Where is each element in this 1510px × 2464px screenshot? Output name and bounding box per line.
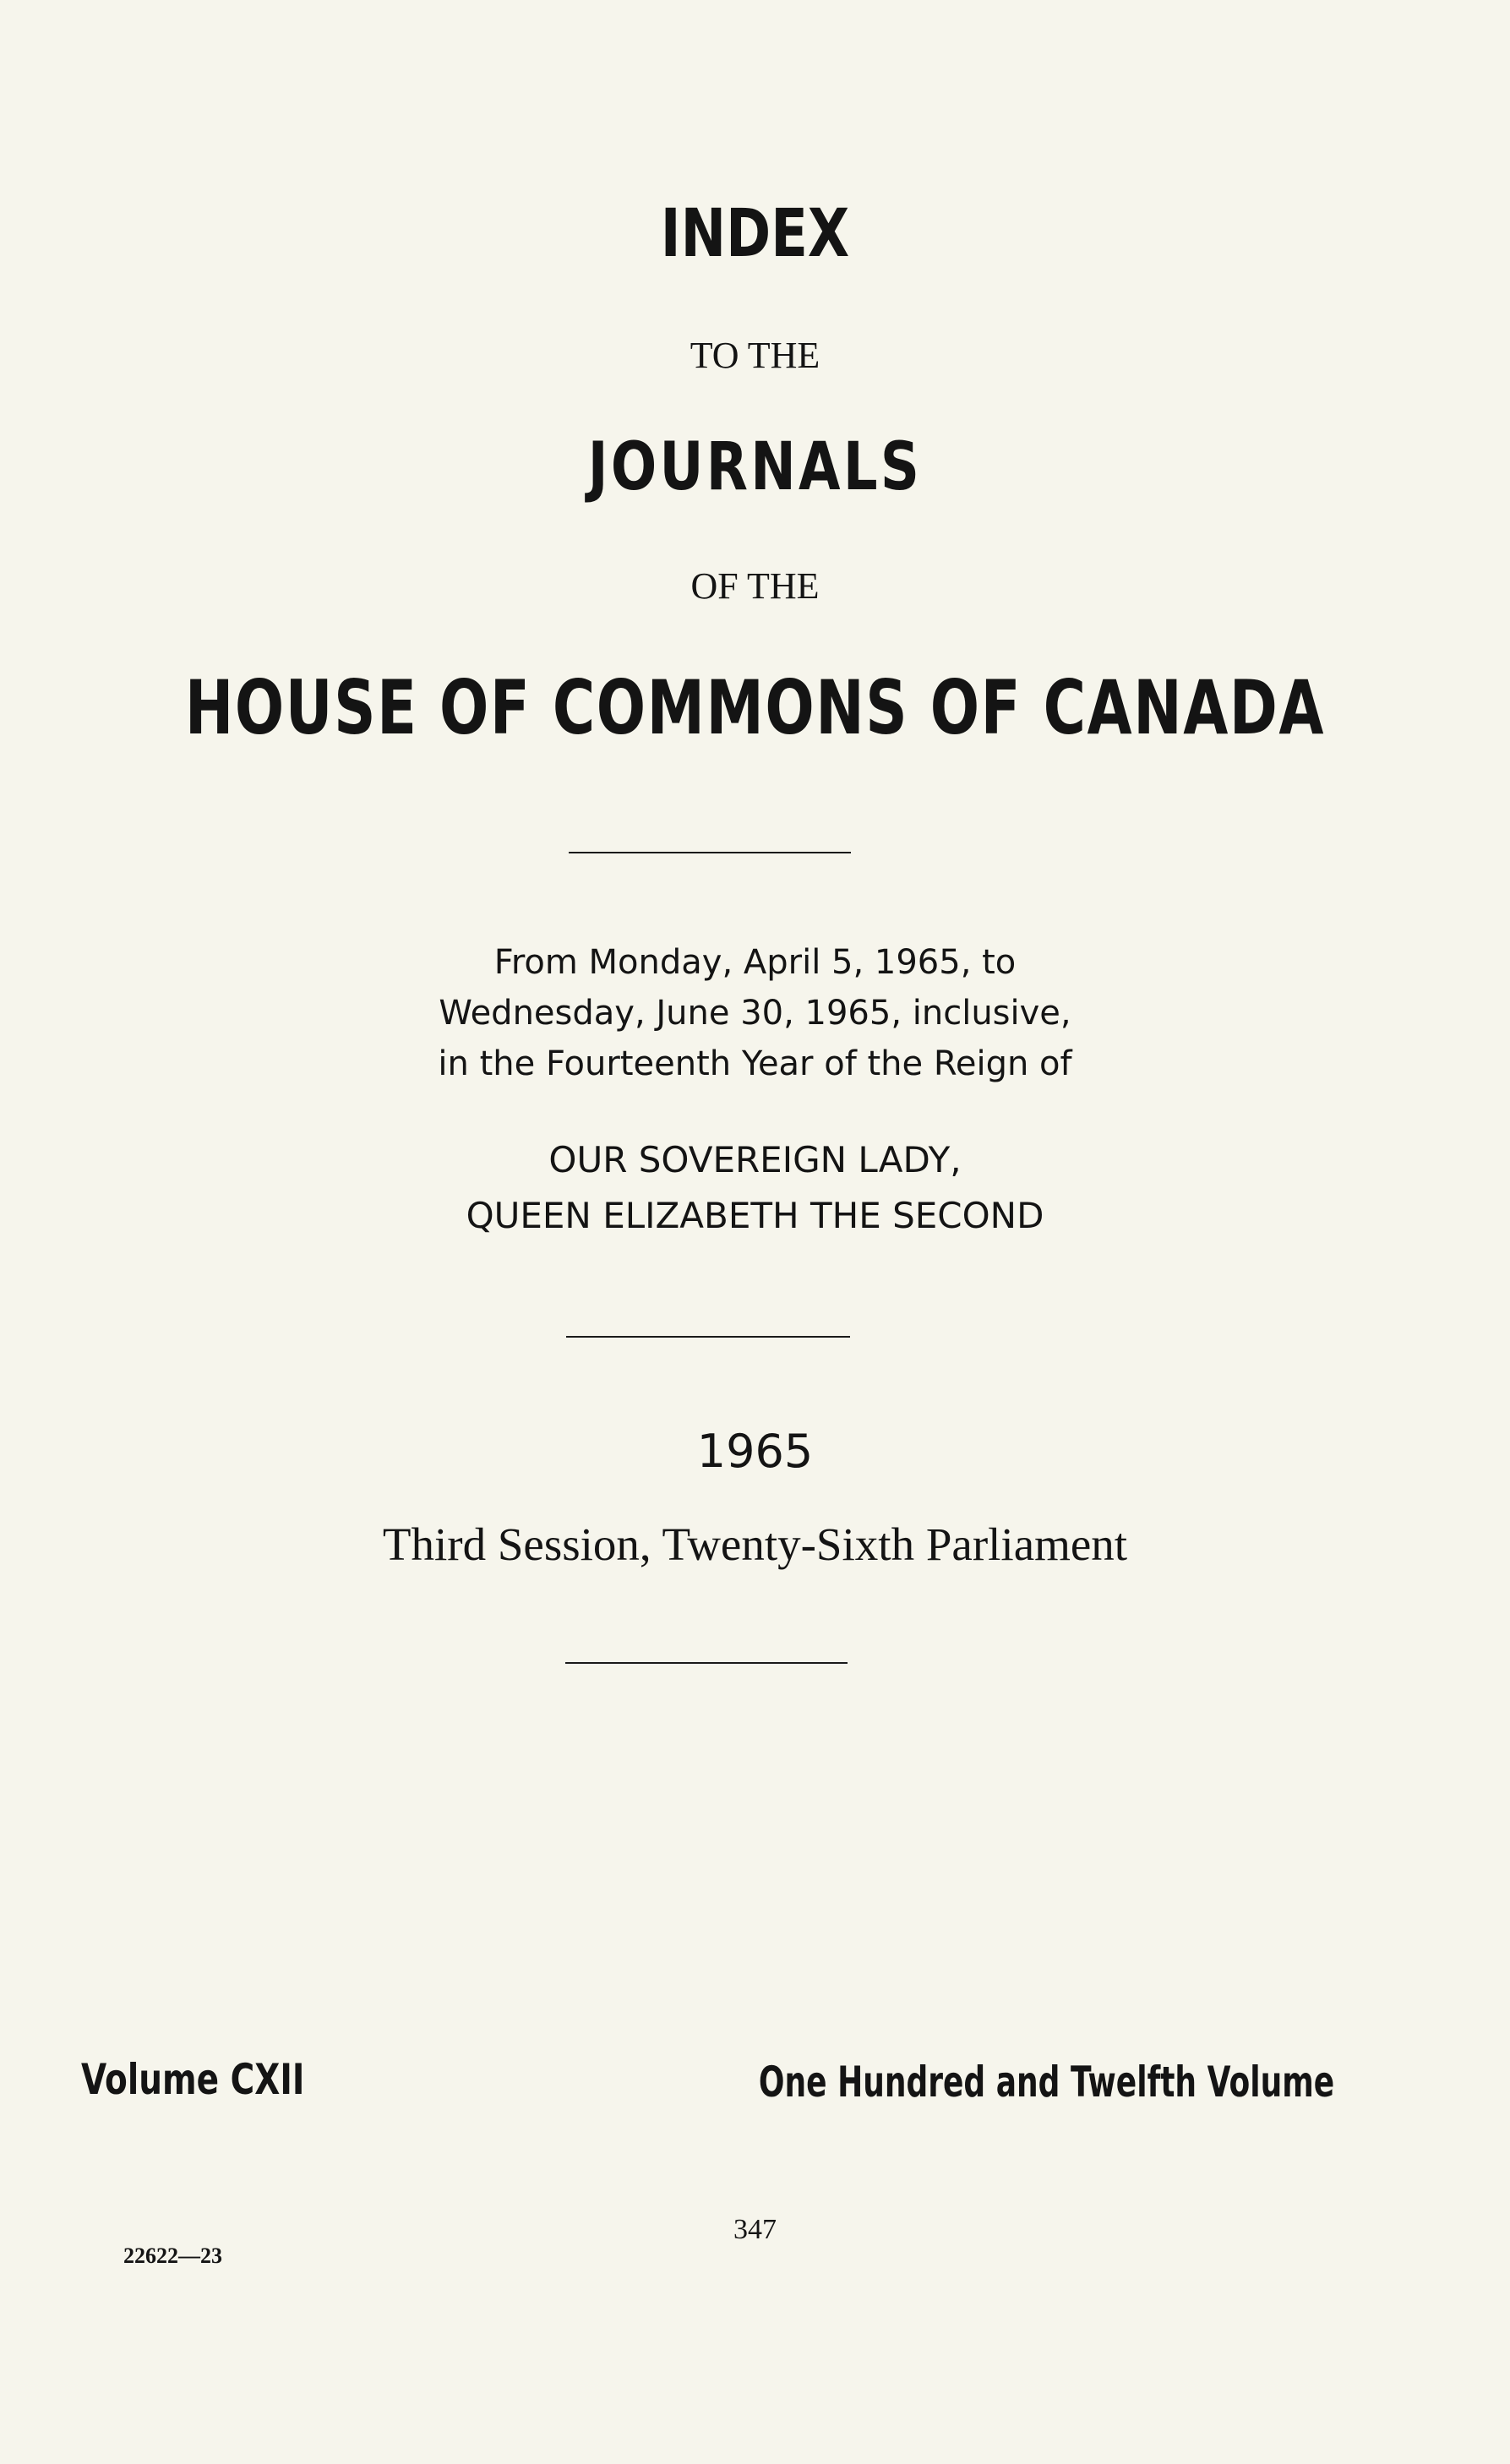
sovereign-line: QUEEN ELIZABETH THE SECOND xyxy=(466,1195,1044,1236)
dates-line: Wednesday, June 30, 1965, inclusive, xyxy=(439,994,1071,1033)
divider-rule xyxy=(566,1336,850,1338)
index-heading: INDEX xyxy=(660,196,850,272)
to-the-label: TO THE xyxy=(690,335,820,376)
house-heading: HOUSE OF COMMONS OF CANADA xyxy=(184,664,1326,751)
sovereign-line: OUR SOVEREIGN LADY, xyxy=(548,1139,962,1180)
divider-rule xyxy=(569,852,851,853)
session-label: Third Session, Twenty-Sixth Parliament xyxy=(382,1518,1128,1570)
of-the-label: OF THE xyxy=(690,565,820,607)
dates-line: in the Fourteenth Year of the Reign of xyxy=(438,1044,1072,1083)
journals-heading: JOURNALS xyxy=(587,429,923,505)
divider-rule xyxy=(565,1662,848,1664)
volume-long: One Hundred and Twelfth Volume xyxy=(758,2058,1334,2107)
volume-short: Volume CXII xyxy=(81,2055,305,2104)
year-label: 1965 xyxy=(696,1425,814,1478)
page-number: 347 xyxy=(733,2214,777,2245)
print-code: 22622—23 xyxy=(123,2243,222,2268)
dates-line: From Monday, April 5, 1965, to xyxy=(493,943,1017,982)
